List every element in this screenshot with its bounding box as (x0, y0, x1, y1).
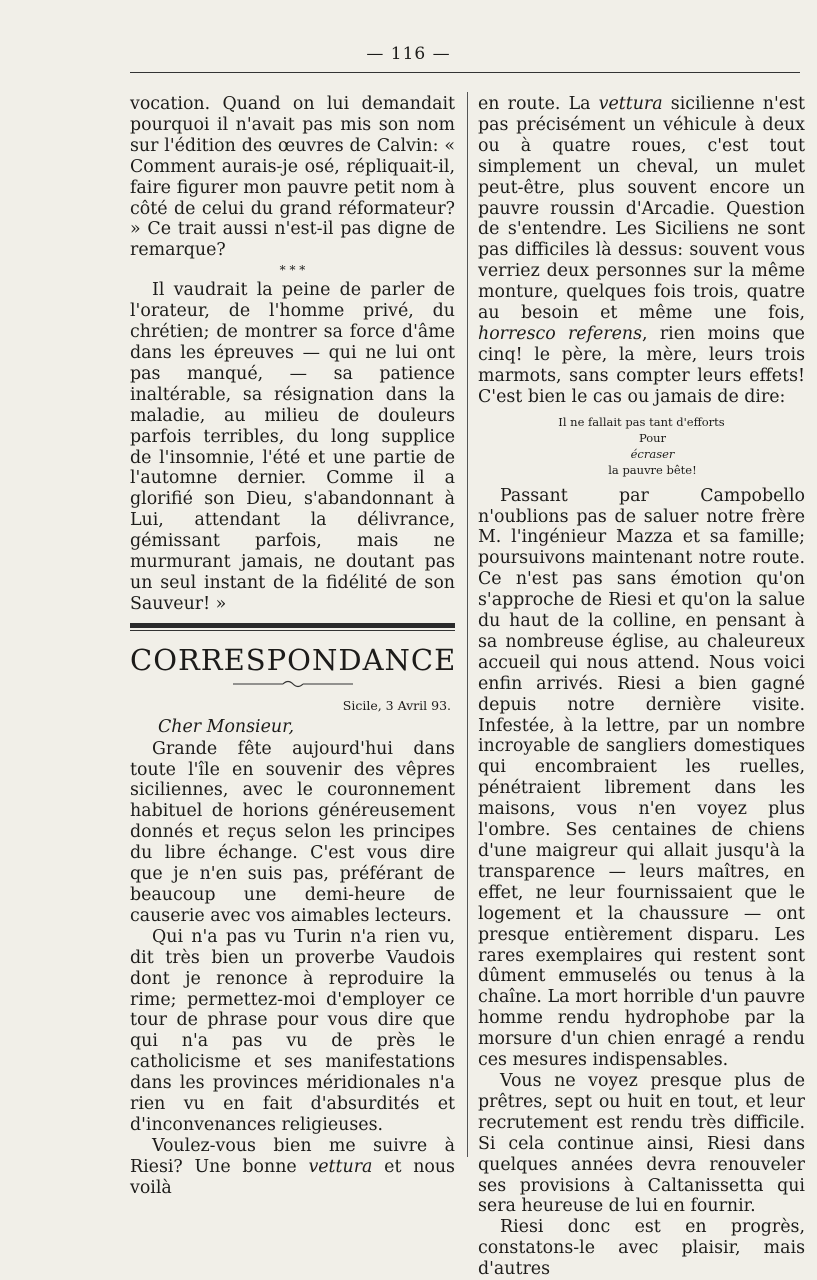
letter-salutation: Cher Monsieur, (158, 716, 295, 737)
paragraph-pretres: Vous ne voyez presque plus de prêtres, sept ou huit en tout, et leur recrutement est rendu très difficile. Si cela continue ainsi, Riesi dans quelques années devra renouveler ses provisions à Caltanissetta qui sera heureuse de lui en fournir. (478, 1070, 805, 1217)
header-rule (130, 72, 800, 73)
verse-line-2: Pour écraser la pauvre bête! (608, 430, 697, 477)
quoted-verse (478, 414, 805, 478)
page-number: — 116 — (366, 44, 451, 64)
paragraph-progres: Riesi donc est en progrès, constatons-le avec plaisir, mais d'autres (478, 1217, 805, 1280)
paragraph-riesi-intro: Voulez-vous bien me suivre à Riesi? Une bonne vettura et nous voilà (130, 1135, 455, 1198)
paragraph-orateur: Il vaudrait la peine de parler de l'orateur, de l'homme privé, du chrétien; de montrer sa force d'âme dans les épreuves — qui ne lui ont pas manqué, — sa patience inaltérable, sa résignation dans la maladie, au milieu de douleurs parfois terribles, du long supplice de l'insomnie, l'été et une partie de l'automne dernier. Comme il a glorifié son Dieu, s'abandonnant à Lui, attendant la délivrance, gémissant parfois, mais ne murmurant jamais, ne doutant pas un seul instant de la fidélité de son Sauveur! » (130, 280, 455, 614)
section-thick-rule (130, 623, 455, 628)
paragraph-campobello: Passant par Campobello n'oublions pas de saluer notre frère M. l'ingénieur Mazza et sa famille; poursuivons maintenant notre route. Ce n'est pas sans émotion qu'on s'approche de Riesi et qu'on la salue du haut de la colline, en pensant à sa nombreuse église, au chaleureux accueil qui nous attend. Nous voici enfin arrivés. Riesi a bien gagné depuis notre dernière visite. Infestée, à la lettre, par un nombre incroyable de sangliers domestiques qui encombraient les ruelles, pénétraient librement dans les maisons, vous n'en voyez plus l'ombre. Ses centaines de chiens d'une maigreur qui allait jusqu'à la transparence — leurs maîtres, en effet, ne leur fournissaient que le logement et la chaussure — ont presque entièrement disparu. Les rares exemplaires qui restent sont dûment emmuselés ou tenus à la chaîne. La mort horrible d'un pauvre homme rendu hydrophobe par la morsure d'un chien enragé a rendu ces mesures indispensables. (478, 485, 805, 1071)
paragraph-fete: Grande fête aujourd'hui dans toute l'île en souvenir des vêpres siciliennes, avec le couronnement habituel de horions généreusement donnés et reçus selon les principes du libre échange. C'est vous dire que je n'en suis pas, préférant de beaucoup une demi-heure de causerie avec vos aimables lecteurs. (130, 738, 455, 926)
letter-date: Sicile, 3 Avril 93. (342, 697, 451, 713)
right-column (478, 94, 805, 1280)
title-ornament (130, 679, 455, 689)
verse-line-1: Il ne fallait pas tant d'efforts (558, 414, 725, 429)
paragraph-turin: Qui n'a pas vu Turin n'a rien vu, dit très bien un proverbe Vaudois dont je renonce à reproduire la rime; permettez-moi d'employer ce tour de phrase pour vous dire que qui n'a pas vu de près le catholicisme et ses manifestations dans les provinces méridionales n'a rien vu en fait d'absurdités et d'inconvenances religieuses. (130, 926, 455, 1135)
column-divider (467, 92, 468, 1157)
paragraph-calvin: vocation. Quand on lui demandait pourquoi il n'avait pas mis son nom sur l'édition des œuvres de Calvin: « Comment aurais-je osé, répliquait-il, faire figurer mon pauvre petit nom à côté de celui du grand réformateur? » Ce trait aussi n'est-il pas digne de remarque? (130, 94, 455, 261)
left-column (130, 94, 455, 1199)
section-title: CORRESPONDANCE (130, 642, 457, 677)
section-thin-rule (130, 630, 455, 631)
paragraph-vettura: en route. La vettura sicilienne n'est pas précisément un véhicule à deux ou à quatre roues, c'est tout simplement un cheval, un mulet peut-être, plus souvent encore un pauvre roussin d'Arcadie. Question de s'entendre. Les Siciliens ne sont pas difficiles là dessus: souvent vous verriez deux personnes sur la même monture, quelques fois trois, quatre au besoin et même une fois, horresco referens, rien moins que cinq! le père, la mère, leurs trois marmots, sans compter leurs effets! C'est bien le cas ou jamais de dire: (478, 94, 805, 407)
section-break-stars: * * * (279, 263, 306, 278)
